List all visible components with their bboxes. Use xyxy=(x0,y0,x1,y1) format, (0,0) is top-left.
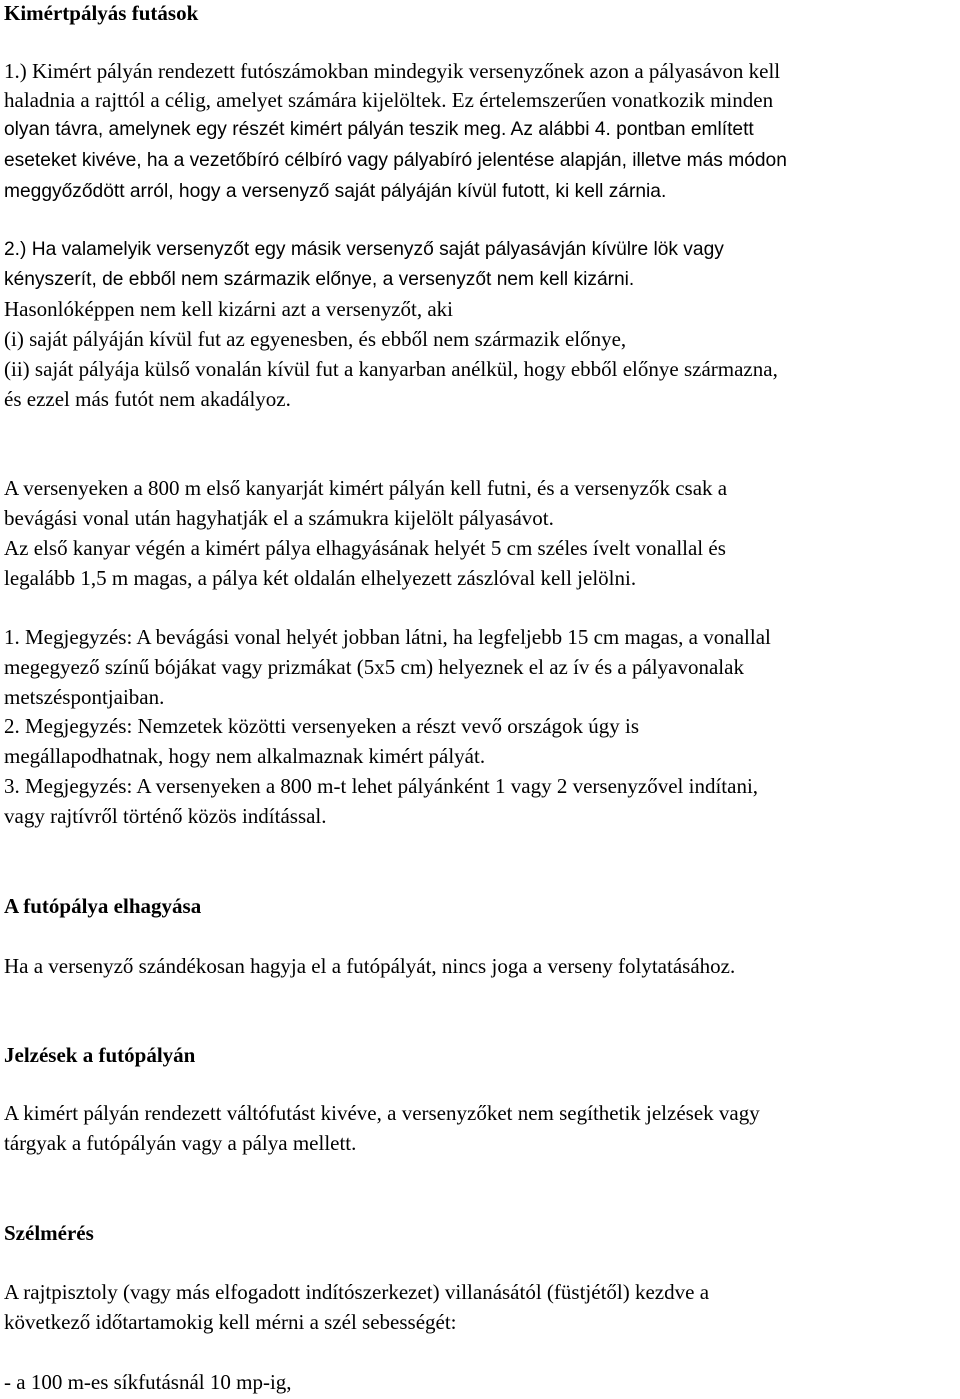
jelzesek-text-line-1: A kimért pályán rendezett váltófutást kivéve, a versenyzőket nem segíthetik jelzések vagy xyxy=(4,1101,760,1125)
note-1-line-2: megegyező színű bójákat vagy prizmákat (5x5 cm) helyeznek el az ív és a pályavonalak xyxy=(4,655,744,679)
note-1-line-3: metszéspontjaiban. xyxy=(4,685,165,709)
note-2-line-1: 2. Megjegyzés: Nemzetek közötti versenyeken a részt vevő országok úgy is xyxy=(4,714,640,738)
note-1-line-1: 1. Megjegyzés: A bevágási vonal helyét jobban látni, ha legfeljebb 15 cm magas, a vonallal xyxy=(4,625,771,649)
paragraph-3-line-4: legalább 1,5 m magas, a pálya két oldalán elhelyezett zászlóval kell jelölni. xyxy=(4,566,637,590)
paragraph-1-line-3: olyan távra, amelynek egy részét kimért pályán teszik meg. Az alábbi 4. pontban említett xyxy=(4,119,754,140)
szelmeres-text-line-1: A rajtpisztoly (vagy más elfogadott indítószerkezet) villanásától (füstjétől) kezdve a xyxy=(4,1280,710,1304)
paragraph-2-line-2: kényszerít, de ebből nem származik előnye, a versenyzőt nem kell kizárni. xyxy=(4,269,635,290)
paragraph-2-line-1: 2.) Ha valamelyik versenyzőt egy másik versenyző saját pályasávján kívülre lök vagy xyxy=(4,239,724,260)
paragraph-3-line-2: bevágási vonal után hagyhatják el a számukra kijelölt pályasávot. xyxy=(4,506,554,530)
note-2-line-2: megállapodhatnak, hogy nem alkalmaznak kimért pályát. xyxy=(4,744,486,768)
note-3-line-2: vagy rajtívről történő közös indítással. xyxy=(4,804,327,828)
elhagyas-text: Ha a versenyző szándékosan hagyja el a futópályát, nincs joga a verseny folytatásához. xyxy=(4,954,736,978)
szelmeres-text-line-2: következő időtartamokig kell mérni a szél sebességét: xyxy=(4,1310,457,1334)
heading-kimertpalyas-futasok: Kimértpályás futások xyxy=(4,1,199,25)
paragraph-1-line-2: haladnia a rajttól a célig, amelyet számára kijelöltek. Ez értelemszerűen vonatkozik minden xyxy=(4,88,774,112)
paragraph-3-line-3: Az első kanyar végén a kimért pálya elhagyásának helyét 5 cm széles ívelt vonallal és xyxy=(4,536,726,560)
paragraph-1-line-4: eseteket kivéve, ha a vezetőbíró célbíró vagy pályabíró jelentése alapján, illetve más módon xyxy=(4,150,787,171)
paragraph-2-line-4: (i) saját pályáján kívül fut az egyenesben, és ebből nem származik előnye, xyxy=(4,327,627,351)
note-3-line-1: 3. Megjegyzés: A versenyeken a 800 m-t lehet pályánként 1 vagy 2 versenyzővel indítani, xyxy=(4,774,759,798)
heading-jelzesek-a-futopalyan: Jelzések a futópályán xyxy=(4,1043,196,1067)
paragraph-1-line-1: 1.) Kimért pályán rendezett futószámokban mindegyik versenyzőnek azon a pályasávon kell xyxy=(4,59,781,83)
paragraph-2-line-6: és ezzel más futót nem akadályoz. xyxy=(4,387,291,411)
szelmeres-list-item: - a 100 m-es síkfutásnál 10 mp-ig, xyxy=(4,1370,292,1394)
heading-futopalya-elhagyasa: A futópálya elhagyása xyxy=(4,894,202,918)
paragraph-3-line-1: A versenyeken a 800 m első kanyarját kimért pályán kell futni, és a versenyzők csak a xyxy=(4,476,728,500)
paragraph-1-line-5: meggyőződött arról, hogy a versenyző saját pályáján kívül futott, ki kell zárnia. xyxy=(4,181,667,202)
paragraph-2-line-5: (ii) saját pályája külső vonalán kívül fut a kanyarban anélkül, hogy ebből előnye származna, xyxy=(4,357,778,381)
paragraph-2-line-3: Hasonlóképpen nem kell kizárni azt a versenyzőt, aki xyxy=(4,297,453,321)
heading-szelmeres: Szélmérés xyxy=(4,1221,94,1245)
jelzesek-text-line-2: tárgyak a futópályán vagy a pálya mellett. xyxy=(4,1131,357,1155)
